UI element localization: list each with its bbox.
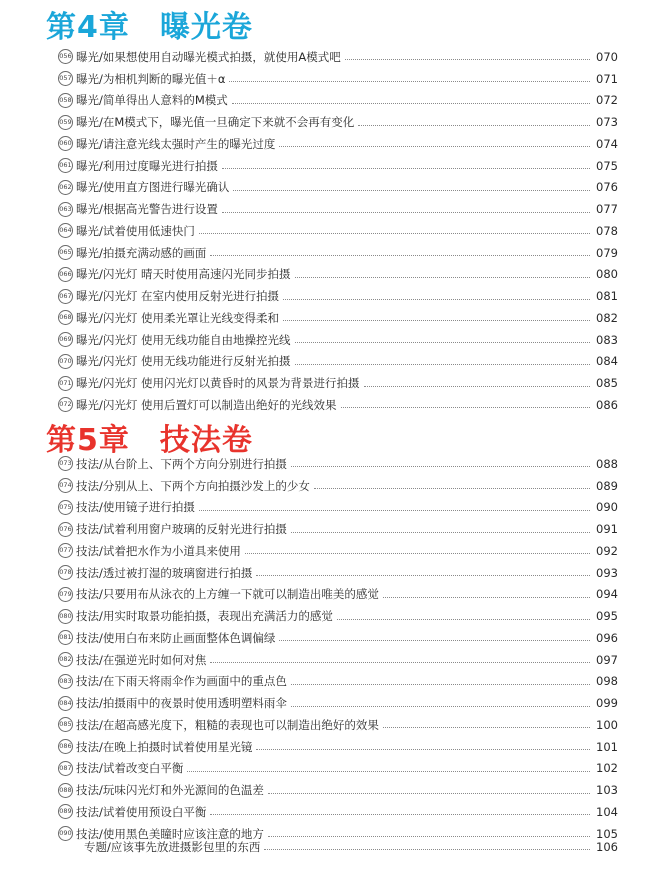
entry-number-badge: 088 xyxy=(58,783,73,798)
dot-leader xyxy=(291,684,590,685)
entry-title: 技法/在强逆光时如何对焦 xyxy=(76,652,207,667)
dot-leader xyxy=(256,575,590,576)
entry-number-badge: 073 xyxy=(58,456,73,471)
entry-title: 曝光/试着使用低速快门 xyxy=(76,223,195,238)
entry-number-badge: 063 xyxy=(58,202,73,217)
dot-leader xyxy=(345,59,590,60)
toc-entry[interactable] xyxy=(58,68,618,90)
entry-title: 技法/使用黑色美瞳时应该注意的地方 xyxy=(76,826,264,841)
entry-page-number: 078 xyxy=(596,223,618,238)
entry-page-number: 083 xyxy=(596,332,618,347)
entry-title: 曝光/利用过度曝光进行拍摄 xyxy=(76,158,218,173)
toc-entry[interactable] xyxy=(58,605,618,627)
toc-entry[interactable] xyxy=(58,155,618,177)
toc-entry[interactable] xyxy=(58,518,618,540)
entry-title: 曝光/闪光灯 使用无线功能进行反射光拍摄 xyxy=(76,354,291,369)
entry-page-number: 071 xyxy=(596,71,618,86)
toc-entry[interactable] xyxy=(58,372,618,394)
toc-entry[interactable] xyxy=(58,46,618,68)
entry-page-number: 098 xyxy=(596,674,618,689)
entry-page-number: 099 xyxy=(596,696,618,711)
dot-leader xyxy=(233,190,590,191)
toc-entry[interactable] xyxy=(58,220,618,242)
toc-entry[interactable] xyxy=(58,453,618,475)
entry-number-badge: 085 xyxy=(58,717,73,732)
entry-title: 技法/透过被打湿的玻璃窗进行拍摄 xyxy=(76,565,253,580)
entry-number-badge: 068 xyxy=(58,310,73,325)
dot-leader xyxy=(279,146,590,147)
toc-entry[interactable] xyxy=(58,497,618,519)
chapter-4-number: 第4章 xyxy=(46,10,130,45)
entry-number-badge: 077 xyxy=(58,543,73,558)
toc-entry[interactable] xyxy=(58,307,618,329)
toc-entry[interactable] xyxy=(58,285,618,307)
toc-entry[interactable] xyxy=(58,714,618,736)
entry-page-number: 075 xyxy=(596,158,618,173)
entry-page-number: 074 xyxy=(596,136,618,151)
entry-title: 曝光/使用直方图进行曝光确认 xyxy=(76,180,230,195)
entry-title: 曝光/闪光灯 晴天时使用高速闪光同步拍摄 xyxy=(76,267,291,282)
entry-number-badge: 084 xyxy=(58,696,73,711)
entry-number-badge: 057 xyxy=(58,71,73,86)
toc-entry[interactable] xyxy=(58,801,618,823)
chapter-5-title: 技法卷 xyxy=(159,423,253,458)
entry-title: 技法/拍摄雨中的夜景时使用透明塑料雨伞 xyxy=(76,696,287,711)
entry-title: 曝光/闪光灯 在室内使用反射光进行拍摄 xyxy=(76,289,280,304)
entry-number-badge: 075 xyxy=(58,500,73,515)
entry-number-badge: 066 xyxy=(58,267,73,282)
entry-page-number: 096 xyxy=(596,630,618,645)
dot-leader xyxy=(210,255,590,256)
chapter-4-heading xyxy=(46,2,253,46)
entry-page-number: 104 xyxy=(596,804,618,819)
entry-title: 技法/在下雨天将雨伞作为画面中的重点色 xyxy=(76,674,287,689)
entry-page-number: 084 xyxy=(596,354,618,369)
dot-leader xyxy=(291,532,590,533)
entry-page-number: 079 xyxy=(596,245,618,260)
entry-title: 曝光/拍摄充满动感的画面 xyxy=(76,245,207,260)
toc-entry[interactable] xyxy=(58,351,618,373)
dot-leader xyxy=(314,488,590,489)
entry-page-number: 100 xyxy=(596,717,618,732)
entry-number-badge: 067 xyxy=(58,289,73,304)
dot-leader xyxy=(256,749,590,750)
entry-title: 技法/从台阶上、下两个方向分别进行拍摄 xyxy=(76,456,287,471)
entry-number-badge: 062 xyxy=(58,180,73,195)
entry-number-badge: 082 xyxy=(58,652,73,667)
chapter-4-title: 曝光卷 xyxy=(159,10,253,45)
dot-leader xyxy=(358,125,590,126)
entry-title: 曝光/如果想使用自动曝光模式拍摄，就使用A模式吧 xyxy=(76,49,341,64)
dot-leader xyxy=(245,553,590,554)
entry-page-number: 101 xyxy=(596,739,618,754)
dot-leader xyxy=(279,640,590,641)
toc-entry[interactable] xyxy=(58,584,618,606)
entry-page-number: 102 xyxy=(596,761,618,776)
entry-title: 技法/试着把水作为小道具来使用 xyxy=(76,543,241,558)
entry-page-number: 085 xyxy=(596,376,618,391)
toc-entry[interactable] xyxy=(58,264,618,286)
entry-title: 专题/应该事先放进摄影包里的东西 xyxy=(84,839,261,854)
dot-leader xyxy=(229,81,590,82)
entry-number-badge: 089 xyxy=(58,804,73,819)
dot-leader xyxy=(283,320,590,321)
dot-leader xyxy=(295,277,590,278)
entry-number-badge: 058 xyxy=(58,93,73,108)
toc-entry[interactable] xyxy=(58,329,618,351)
entry-title: 技法/使用白布来防止画面整体色调偏绿 xyxy=(76,630,276,645)
toc-entry[interactable] xyxy=(58,540,618,562)
toc-entry[interactable] xyxy=(58,198,618,220)
entry-title: 技法/试着改变白平衡 xyxy=(76,761,184,776)
entry-title: 曝光/请注意光线太强时产生的曝光过度 xyxy=(76,136,276,151)
dot-leader xyxy=(199,510,590,511)
entry-title: 技法/只要用布从泳衣的上方缠一下就可以制造出唯美的感觉 xyxy=(76,587,379,602)
toc-entry[interactable] xyxy=(58,394,618,416)
entry-title: 技法/在晚上拍摄时试着使用星光镜 xyxy=(76,739,253,754)
entry-number-badge: 079 xyxy=(58,587,73,602)
entry-page-number: 090 xyxy=(596,500,618,515)
dot-leader xyxy=(291,706,590,707)
entry-number-badge: 061 xyxy=(58,158,73,173)
entry-page-number: 081 xyxy=(596,289,618,304)
entry-title: 曝光/在M模式下，曝光值一旦确定下来就不会再有变化 xyxy=(76,115,355,130)
entry-page-number: 097 xyxy=(596,652,618,667)
dot-leader xyxy=(364,386,590,387)
chapter-4-toc xyxy=(58,46,618,416)
entry-title: 技法/玩味闪光灯和外光源间的色温差 xyxy=(76,783,264,798)
entry-page-number: 091 xyxy=(596,522,618,537)
entry-title: 技法/试着利用窗户玻璃的反射光进行拍摄 xyxy=(76,522,287,537)
entry-number-badge: 064 xyxy=(58,223,73,238)
entry-title: 曝光/根据高光警告进行设置 xyxy=(76,202,218,217)
entry-page-number: 073 xyxy=(596,115,618,130)
dot-leader xyxy=(295,342,590,343)
toc-entry[interactable] xyxy=(58,111,618,133)
entry-page-number: 080 xyxy=(596,267,618,282)
toc-entry[interactable] xyxy=(58,671,618,693)
entry-number-badge: 071 xyxy=(58,376,73,391)
toc-entry[interactable] xyxy=(58,692,618,714)
dot-leader xyxy=(295,364,590,365)
entry-page-number: 103 xyxy=(596,783,618,798)
toc-entry[interactable] xyxy=(58,475,618,497)
entry-number-badge: 080 xyxy=(58,609,73,624)
entry-number-badge: 074 xyxy=(58,478,73,493)
toc-entry[interactable] xyxy=(58,649,618,671)
entry-title: 技法/使用镜子进行拍摄 xyxy=(76,500,195,515)
entry-number-badge: 081 xyxy=(58,630,73,645)
dot-leader xyxy=(222,212,590,213)
toc-entry[interactable] xyxy=(58,133,618,155)
toc-entry[interactable] xyxy=(58,736,618,758)
entry-number-badge: 070 xyxy=(58,354,73,369)
entry-title: 技法/在超高感光度下，粗糙的表现也可以制造出绝好的效果 xyxy=(76,717,379,732)
toc-entry[interactable] xyxy=(58,627,618,649)
entry-title: 技法/分别从上、下两个方向拍摄沙发上的少女 xyxy=(76,478,310,493)
toc-entry-special[interactable] xyxy=(84,836,618,858)
dot-leader xyxy=(283,299,590,300)
entry-page-number: 093 xyxy=(596,565,618,580)
entry-title: 曝光/为相机判断的曝光值＋α xyxy=(76,71,226,86)
entry-page-number: 106 xyxy=(596,839,618,854)
entry-page-number: 077 xyxy=(596,202,618,217)
entry-page-number: 086 xyxy=(596,397,618,412)
entry-page-number: 070 xyxy=(596,49,618,64)
dot-leader xyxy=(264,849,590,850)
entry-number-badge: 056 xyxy=(58,49,73,64)
toc-entry[interactable] xyxy=(58,779,618,801)
dot-leader xyxy=(210,814,590,815)
entry-title: 曝光/闪光灯 使用闪光灯以黄昏时的风景为背景进行拍摄 xyxy=(76,376,360,391)
entry-title: 曝光/闪光灯 使用无线功能自由地操控光线 xyxy=(76,332,291,347)
dot-leader xyxy=(383,727,590,728)
entry-page-number: 088 xyxy=(596,456,618,471)
entry-title: 曝光/简单得出人意料的M模式 xyxy=(76,93,228,108)
entry-number-badge: 060 xyxy=(58,136,73,151)
dot-leader xyxy=(337,619,590,620)
dot-leader xyxy=(383,597,590,598)
dot-leader xyxy=(187,771,590,772)
dot-leader xyxy=(268,793,590,794)
entry-page-number: 076 xyxy=(596,180,618,195)
entry-number-badge: 078 xyxy=(58,565,73,580)
toc-entry[interactable] xyxy=(58,177,618,199)
entry-number-badge: 076 xyxy=(58,522,73,537)
entry-number-badge: 072 xyxy=(58,397,73,412)
entry-number-badge: 069 xyxy=(58,332,73,347)
dot-leader xyxy=(232,103,590,104)
entry-number-badge: 083 xyxy=(58,674,73,689)
entry-page-number: 089 xyxy=(596,478,618,493)
entry-page-number: 095 xyxy=(596,609,618,624)
toc-entry[interactable] xyxy=(58,562,618,584)
entry-page-number: 072 xyxy=(596,93,618,108)
entry-number-badge: 086 xyxy=(58,739,73,754)
entry-number-badge: 090 xyxy=(58,826,73,841)
chapter-5-toc xyxy=(58,453,618,845)
toc-entry[interactable] xyxy=(58,90,618,112)
entry-title: 曝光/闪光灯 使用柔光罩让光线变得柔和 xyxy=(76,310,280,325)
entry-number-badge: 059 xyxy=(58,115,73,130)
entry-page-number: 105 xyxy=(596,826,618,841)
chapter-5-number: 第5章 xyxy=(46,423,130,458)
toc-entry[interactable] xyxy=(58,242,618,264)
entry-number-badge: 065 xyxy=(58,245,73,260)
dot-leader xyxy=(341,407,590,408)
special-section xyxy=(84,836,618,858)
entry-page-number: 082 xyxy=(596,310,618,325)
dot-leader xyxy=(199,233,590,234)
entry-page-number: 094 xyxy=(596,587,618,602)
dot-leader xyxy=(210,662,590,663)
toc-entry[interactable] xyxy=(58,758,618,780)
entry-title: 技法/用实时取景功能拍摄，表现出充满活力的感觉 xyxy=(76,609,333,624)
dot-leader xyxy=(291,466,590,467)
entry-page-number: 092 xyxy=(596,543,618,558)
entry-title: 技法/试着使用预设白平衡 xyxy=(76,804,207,819)
entry-number-badge: 087 xyxy=(58,761,73,776)
entry-title: 曝光/闪光灯 使用后置灯可以制造出绝好的光线效果 xyxy=(76,397,337,412)
dot-leader xyxy=(222,168,590,169)
